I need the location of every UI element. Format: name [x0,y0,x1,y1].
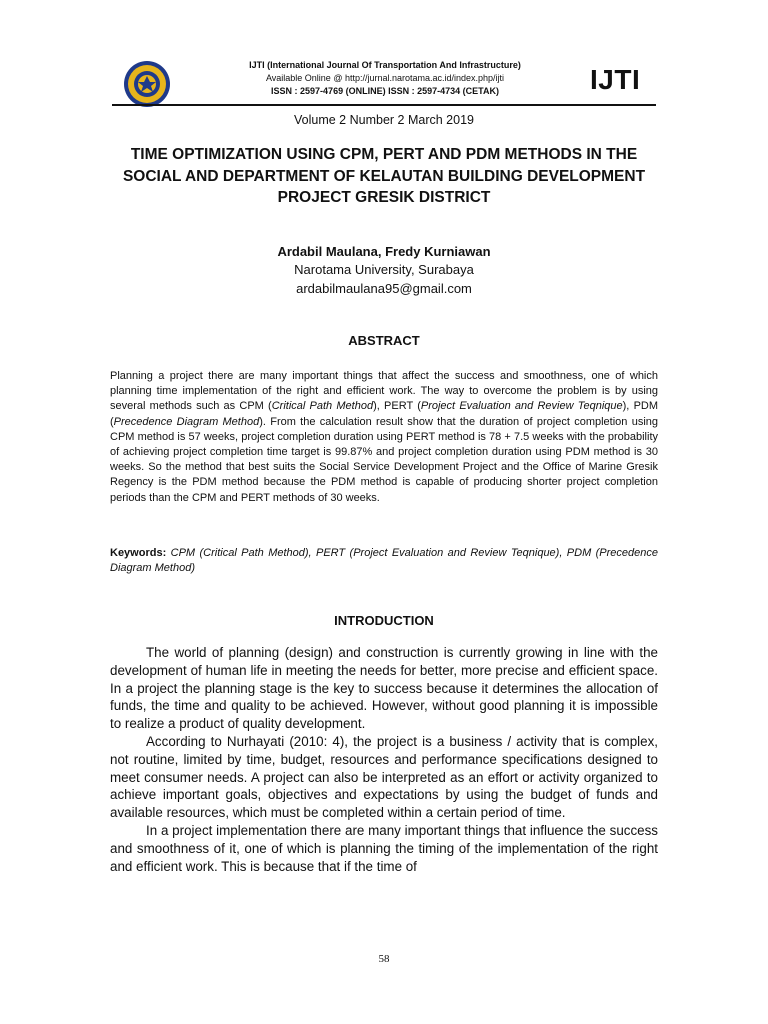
volume-info: Volume 2 Number 2 March 2019 [294,113,474,127]
abstract-part: ), PDM ( [110,400,659,428]
journal-brand: IJTI [590,64,641,95]
affiliation: Narotama University, Surabaya [294,262,474,277]
abstract-heading: ABSTRACT [348,333,420,348]
authors: Ardabil Maulana, Fredy Kurniawan [277,244,491,259]
author-email[interactable]: ardabilmaulana95@gmail.com [296,281,472,296]
keywords [110,546,658,576]
intro-paragraph: According to Nurhayati (2010: 4), the project is a business / activity that is complex, not routine, limited by time, budget, resources and performance specifications designed to meet consumer needs. A project can also be interpreted as an effort or activity organized to achieve important goals, objectives and expectations by using the budget of funds and available resources, which must be completed within a certain period of time. [110,733,658,821]
abstract-part: ). From the calculation result show that the duration of project completion using CPM method is 57 weeks, project completion duration using PERT method is 78 + 7.5 weeks with the probability of achieving project completion time target is 99.87% and project completion duration using PDM method is 30 weeks. So the method that best suits the Social Service Development Project and the Office of Marine Gresik Regency is the PDM method because the PDM method is capable of producing shorter project completion periods than the CPM and PERT methods of 30 weeks. [110,415,658,504]
abstract-term: Critical Path Method [271,400,374,413]
journal-name: IJTI (International Journal Of Transportation And Infrastructure) [249,60,521,70]
intro-paragraph: The world of planning (design) and construction is currently growing in line with the development of human life in meeting the needs for better, more precise and efficient space. In a project the planning stage is the key to success because it determines the allocation of funds, the time and quality to be achieved. However, without good planning it is impossible to realize a product of quality development. [110,645,658,732]
abstract-term: Precedence Diagram Method [113,415,260,428]
intro-paragraph: In a project implementation there are many important things that influence the success and smoothness of it, one of which is planning the timing of the implementation of the right and efficient work. This is because that if the time of [110,822,658,874]
abstract-term: Project Evaluation and Review Teqnique [420,400,623,413]
journal-issn: ISSN : 2597-4769 (ONLINE) ISSN : 2597-4734 (CETAK) [271,86,499,96]
abstract-text [110,369,658,506]
header-rule [112,104,656,106]
abstract-part: Planning a project there are many important things that affect the success and smoothness, one of which planning time implementation of the right and efficient work. The way to overcome the problem is by using several methods such as CPM ( [110,370,658,413]
keywords-text: CPM (Critical Path Method), PERT (Project Evaluation and Review Teqnique), PDM (Precedence Diagram Method) [110,547,659,575]
abstract-part: ), PERT ( [373,400,421,413]
journal-online-link[interactable]: Available Online @ http://jurnal.narotama.ac.id/index.php/ijti [265,73,505,83]
introduction-body [110,644,658,875]
keywords-label: Keywords: [110,547,167,559]
introduction-heading: INTRODUCTION [334,613,434,628]
journal-header [190,59,580,98]
page-number: 58 [378,953,390,965]
paper-title: TIME OPTIMIZATION USING CPM, PERT AND PDM METHODS IN THE SOCIAL AND DEPARTMENT OF KELAUTAN BUILDING DEVELOPMENT PROJECT GRESIK DISTRICT [122,146,646,206]
university-seal-icon [123,60,171,108]
